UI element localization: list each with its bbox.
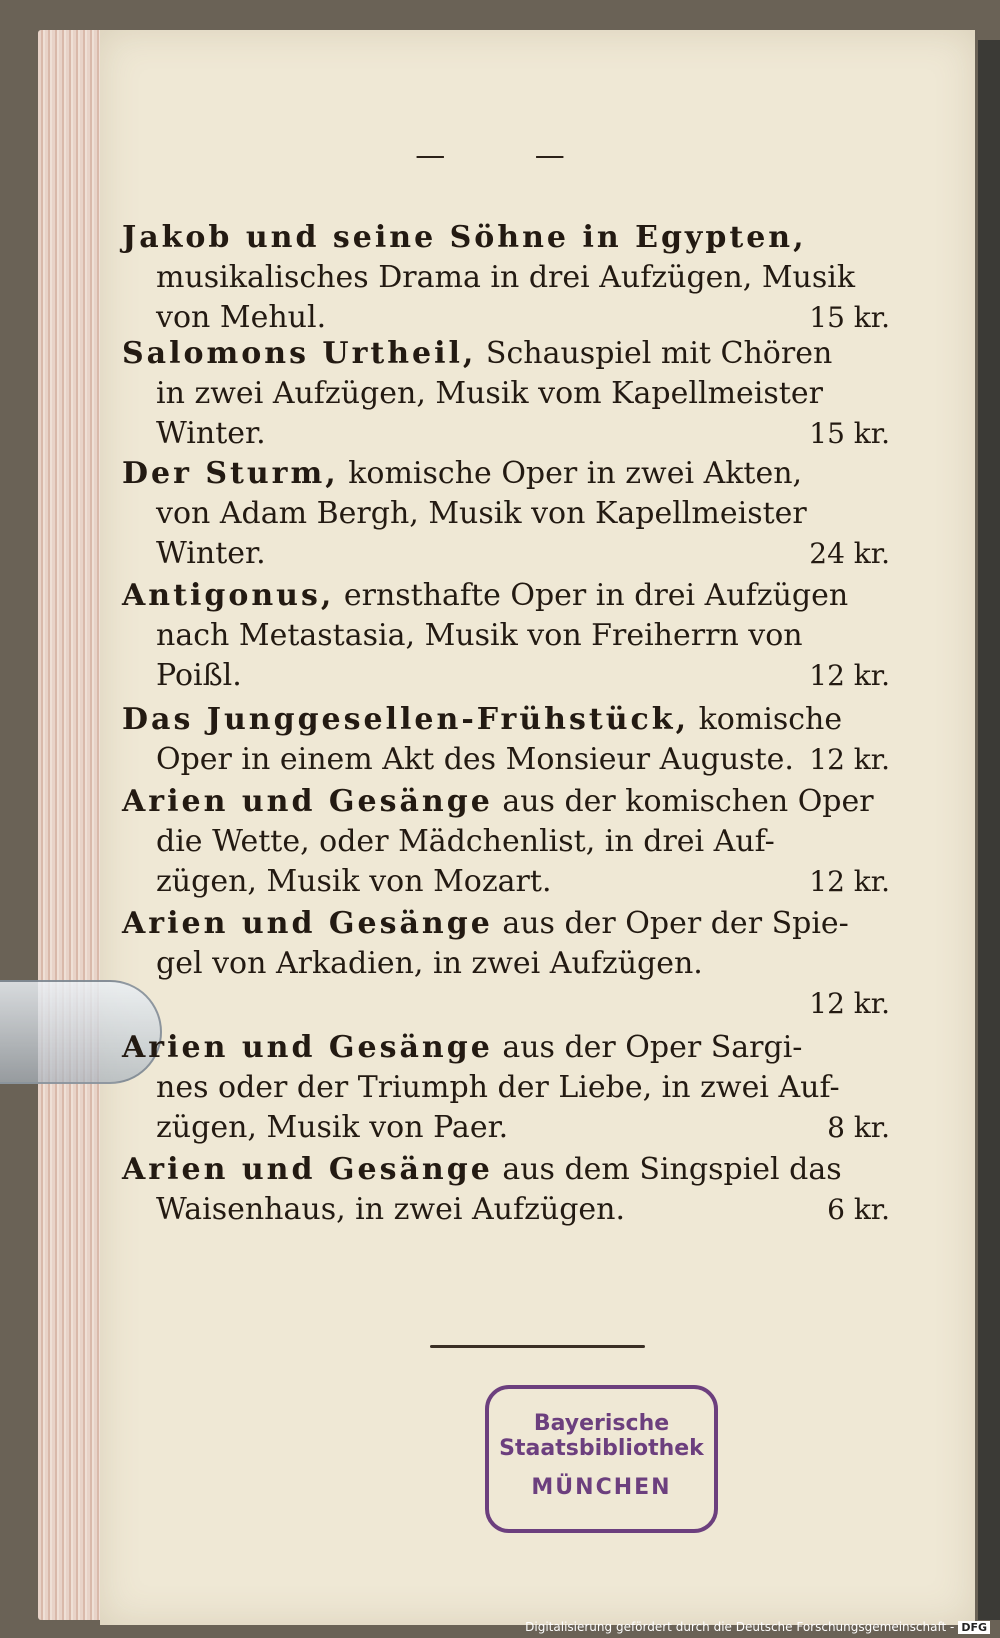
entry-line: zügen, Musik von Mozart. (156, 864, 552, 899)
catalog-entry (122, 334, 890, 454)
entry-line: zügen, Musik von Paer. (156, 1110, 509, 1145)
closing-rule (430, 1345, 645, 1348)
catalog-entry (122, 1150, 890, 1230)
entry-title: Arien und Gesänge (122, 906, 493, 941)
entry-price: 8 kr. (827, 1111, 890, 1144)
entry-line: in zwei Aufzügen, Musik vom Kapellmeister (156, 376, 823, 411)
dfg-logo: DFG (958, 1621, 990, 1634)
entry-line: musikalisches Drama in drei Aufzügen, Musik (156, 260, 856, 295)
entry-line: aus dem Singspiel das (502, 1152, 842, 1187)
entry-line: Schauspiel mit Chören (485, 336, 833, 371)
entry-price: 15 kr. (809, 417, 890, 450)
entry-title: Jakob und seine Söhne in Egypten, (122, 220, 807, 255)
footer-text: Digitalisierung gefördert durch die Deutsche Forschungsgemeinschaft - (525, 1620, 955, 1634)
entry-line: aus der Oper Sargi- (502, 1030, 803, 1065)
entry-price: 24 kr. (809, 537, 890, 570)
entry-price: 15 kr. (809, 301, 890, 334)
catalog-entry (122, 1028, 890, 1148)
digitization-footer (525, 1620, 990, 1634)
entry-price: 12 kr. (809, 659, 890, 692)
entry-line: die Wette, oder Mädchenlist, in drei Auf- (156, 824, 775, 859)
entry-line: von Adam Bergh, Musik von Kapellmeister (156, 496, 807, 531)
entry-price: 12 kr. (809, 987, 890, 1020)
entry-price: 12 kr. (809, 743, 890, 776)
entry-line: ernsthafte Oper in drei Aufzügen (343, 578, 849, 613)
entry-line: aus der Oper der Spie- (502, 906, 849, 941)
entry-line: nach Metastasia, Musik von Freiherrn von (156, 618, 803, 653)
entry-price: 12 kr. (809, 865, 890, 898)
entry-title: Das Junggesellen-Frühstück, (122, 702, 690, 737)
stamp-line: Staatsbibliothek (499, 1436, 704, 1461)
entry-line: komische (698, 702, 843, 737)
entry-line: Waisenhaus, in zwei Aufzügen. (156, 1192, 626, 1227)
stamp-line: Bayerische (533, 1411, 670, 1436)
entry-line: Winter. (156, 536, 266, 571)
entry-line: komische Oper in zwei Akten, (348, 456, 803, 491)
catalog-entry (122, 576, 890, 696)
entry-line: Poißl. (156, 658, 242, 693)
entry-price: 6 kr. (827, 1193, 890, 1226)
entry-line: Winter. (156, 416, 266, 451)
binding-shadow (978, 40, 1000, 1620)
entry-title: Salomons Urtheil, (122, 336, 477, 371)
entry-title: Der Sturm, (122, 456, 339, 491)
entry-line: von Mehul. (156, 300, 327, 335)
page-header-dash: — — (415, 138, 605, 173)
entry-line: Oper in einem Akt des Monsieur Auguste. (156, 742, 794, 777)
catalog-entry (122, 454, 890, 574)
catalog-entry (122, 700, 890, 780)
entry-title: Arien und Gesänge (122, 1030, 493, 1065)
entry-title: Arien und Gesänge (122, 1152, 493, 1187)
catalog-entry (122, 782, 890, 902)
page-edges (38, 30, 108, 1620)
catalog-entry (122, 904, 890, 1024)
stamp-line: MÜNCHEN (531, 1475, 672, 1500)
entry-line: aus der komischen Oper (502, 784, 874, 819)
entry-title: Arien und Gesänge (122, 784, 493, 819)
entry-line: gel von Arkadien, in zwei Aufzügen. (156, 946, 703, 981)
library-stamp (485, 1385, 718, 1533)
entry-line: nes oder der Triumph der Liebe, in zwei Auf- (156, 1070, 840, 1105)
entry-title: Antigonus, (122, 578, 335, 613)
catalog-entry (122, 218, 890, 338)
